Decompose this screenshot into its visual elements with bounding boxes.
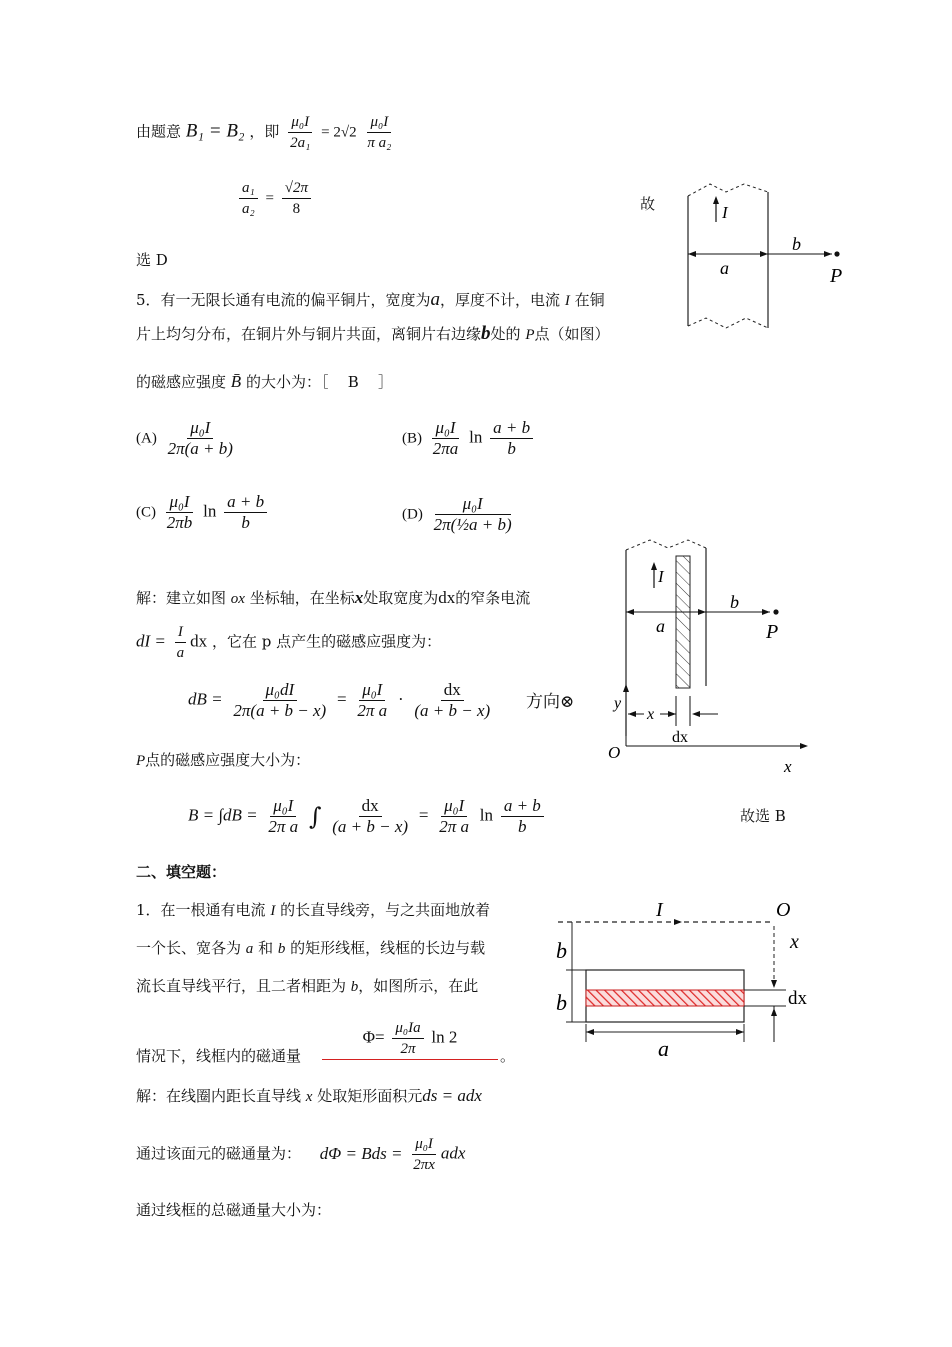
frac-option-b-log (490, 418, 533, 459)
frac-option-c-log (224, 492, 267, 533)
numerator: μ₀I (441, 796, 467, 817)
y-arrowhead (623, 684, 629, 692)
denominator: 2a₁ (290, 135, 311, 151)
text: 通过该面元的磁通量为： (136, 1144, 302, 1163)
intro-line (136, 112, 397, 153)
frac-option-a (165, 418, 236, 459)
a-arrow-left (586, 1029, 594, 1035)
figure-copper-strip-1 (680, 178, 850, 338)
x-arrowhead (800, 743, 808, 749)
math-p: P (525, 327, 535, 343)
denominator: b (518, 817, 527, 836)
q5-line-3 (136, 372, 393, 392)
math-dx: dx (438, 588, 456, 607)
denominator: a (176, 645, 185, 661)
text: 由题意 (136, 122, 182, 141)
label-i: I (722, 203, 728, 222)
text: ，厚度不计，电流 (440, 291, 561, 309)
denominator: π a₂ (367, 135, 392, 151)
math-b: b (350, 979, 359, 995)
option-c (136, 492, 270, 533)
text: 流长直导线平行，且二者相距为 (136, 977, 347, 995)
current-arrowhead (651, 562, 657, 570)
text: 解：在线圈内距长直导线 (136, 1087, 302, 1105)
denominator: 2π(a + b − x) (233, 701, 327, 720)
figure-rect-loop (548, 892, 828, 1064)
ln: ln (479, 805, 494, 825)
text: ，即 (249, 122, 280, 141)
option-label: (D) (402, 506, 423, 523)
label-i: I (658, 567, 664, 586)
frac-b1 (287, 112, 313, 153)
numerator: √2π (282, 178, 311, 199)
flux-answer (322, 1018, 498, 1060)
label-a: a (656, 616, 665, 636)
math-adx: adx (440, 1143, 466, 1163)
text: ，如图所示，在此 (358, 977, 479, 995)
frac-int-4 (501, 796, 544, 837)
label-x: x (790, 931, 799, 953)
answer-b-final: 故选 B (740, 807, 786, 825)
numerator: μ₀I (187, 418, 213, 439)
sol5-line-2 (136, 622, 441, 663)
label-p: P (830, 265, 843, 287)
numerator: μ₀I (432, 418, 458, 439)
dx-arrowhead (771, 1008, 777, 1016)
frac-dphi (410, 1134, 438, 1175)
option-label: (C) (136, 504, 156, 521)
denominator: a₂ (242, 201, 255, 217)
ln: ln (469, 427, 483, 447)
f1-sol-line-3: 通过线框的总磁通量大小为： (136, 1201, 332, 1219)
math-db-eq: dB = (188, 689, 223, 709)
f1-sol-line-2 (136, 1134, 465, 1175)
narrow-strip (676, 556, 690, 688)
text: 在铜 (574, 291, 605, 309)
denominator: 2π a (439, 817, 470, 836)
text: 的窄条电流 (455, 589, 531, 607)
text: 和 (258, 939, 274, 957)
numerator: μ₀I (270, 796, 296, 817)
frac-int-2 (329, 796, 411, 837)
math-dx: dx (190, 631, 208, 651)
db-equation (188, 680, 496, 721)
text: 处取宽度为 (363, 589, 439, 607)
label-b: b (730, 592, 739, 612)
numerator: I (175, 622, 186, 643)
denominator: 2π a (357, 701, 388, 720)
numerator: a + b (490, 418, 533, 439)
frac-db-1 (230, 680, 329, 721)
label-x-axis: x (784, 757, 792, 776)
math-x: x (305, 1089, 313, 1105)
label-dx: dx (672, 729, 688, 746)
numerator: μ₀I (367, 112, 391, 133)
f1-line-1 (136, 900, 490, 921)
ln: ln (203, 501, 217, 521)
math-dphi-eq: dΦ = Bds = (319, 1143, 403, 1163)
x-dim-arrow-left (628, 711, 636, 717)
frac-sqrt2pi-8 (282, 178, 311, 219)
text: 坐标轴，在坐标 (249, 589, 355, 607)
option-a (136, 418, 239, 459)
math-phi-eq: Φ= (362, 1027, 385, 1047)
area-element (586, 990, 744, 1006)
denominator: 2πx (413, 1157, 435, 1173)
text: 的矩形线框，线框的长边与载 (290, 939, 486, 957)
math-x: x (354, 588, 364, 607)
strip-edges (626, 548, 706, 736)
numerator: μ₀Ia (392, 1018, 423, 1039)
math-eq: = (337, 689, 347, 709)
label-i: I (656, 899, 663, 921)
q5-line-2 (136, 324, 610, 345)
answer-b: B (347, 373, 359, 391)
q5-line-1 (136, 290, 605, 311)
frac-flux (392, 1018, 423, 1059)
current-arrowhead (713, 196, 719, 204)
math-ln2: ln 2 (431, 1027, 458, 1047)
frac-db-2 (354, 680, 390, 721)
text: 一个长、宽各为 (136, 939, 242, 957)
denominator: 8 (292, 201, 301, 217)
label-o: O (608, 743, 621, 762)
label-y: y (614, 695, 622, 712)
sol5-line-1 (136, 588, 530, 609)
period: 。 (500, 1047, 516, 1065)
text: 点的磁感应强度大小为： (145, 751, 311, 769)
a-arrow-right (736, 1029, 744, 1035)
math-a: a (430, 289, 441, 310)
text-therefore: 故 (640, 195, 656, 213)
text: ，它在 p 点产生的磁感应强度为： (211, 632, 442, 651)
f1-line-2 (136, 938, 485, 959)
arrowhead-mid (760, 251, 768, 257)
denominator: 2π(a + b) (167, 439, 233, 458)
text: 处取矩形面积元 (317, 1087, 423, 1105)
math-i: I (564, 293, 570, 309)
frac-option-d (431, 494, 515, 535)
ratio-line (236, 178, 314, 219)
frac-option-b (430, 418, 462, 459)
label-b-top: b (556, 938, 567, 963)
numerator: a₁ (239, 178, 258, 199)
text: 的大小为：［ (245, 373, 329, 391)
current-arrowhead (674, 919, 682, 925)
f1-sol-line-1 (136, 1086, 482, 1107)
numerator: μ₀I (359, 680, 385, 701)
strip-top-break (626, 540, 706, 550)
math-eq: = 2√2 (321, 124, 357, 141)
numerator: μ₀I (435, 494, 511, 515)
denominator: 2πb (166, 513, 193, 532)
text: 片上均匀分布，在铜片外与铜片共面，离铜片右边缘 (136, 325, 482, 343)
math-b-int: B = ∫dB = (188, 805, 258, 825)
denominator: b (241, 513, 250, 532)
numerator: a + b (501, 796, 544, 817)
option-b (402, 418, 536, 459)
label-x-dim: x (647, 706, 655, 723)
frac-int-3 (436, 796, 472, 837)
math-b-vector: B̄ (230, 372, 242, 391)
arrowhead-left (688, 251, 696, 257)
text: 1．在一根通有电流 (136, 901, 266, 919)
dx-arrowhead (692, 711, 700, 717)
numerator: a + b (224, 492, 267, 513)
frac-b2 (364, 112, 394, 153)
arrowhead-right (824, 251, 832, 257)
figure-copper-strip-2 (606, 536, 836, 786)
denominator: 2π a (268, 817, 299, 836)
denominator: 2πa (432, 439, 459, 458)
label-o: O (776, 899, 791, 921)
math-dot: · (397, 689, 404, 709)
strip-top-break (688, 184, 768, 196)
denominator: b (507, 439, 516, 458)
text: 解：建立如图 (136, 589, 227, 607)
math-ox: ox (230, 591, 245, 607)
text: 处的 (490, 325, 521, 343)
text: 的长直导线旁，与之共面地放着 (280, 901, 491, 919)
point-p (834, 251, 839, 256)
option-label: (B) (402, 430, 422, 447)
numerator: μ₀I (412, 1134, 436, 1155)
b-integral-equation: B = ∫dB = $\frac{\text{μ₀I}}{\text{2π a}}$ ∫ $\frac{dx}{(a + b - x)}$ = $\frac{\text{μ₀I}}{\text{2π a}}$ ln $\frac{a + b}{b}$ (188, 796, 547, 837)
arrowhead-left (626, 609, 634, 615)
text: 5．有一无限长通有电流的偏平铜片，宽度为 (136, 291, 431, 309)
numerator: dx (359, 796, 382, 817)
arrowhead-right (762, 609, 770, 615)
numerator: dx (441, 680, 464, 701)
label-a: a (720, 258, 729, 278)
math-b1-eq-b2: B₁ = B₂ (185, 120, 245, 142)
x-axis-arrowhead (771, 980, 777, 988)
point-p (773, 609, 778, 614)
denominator: (a + b − x) (414, 701, 491, 720)
denominator: (a + b − x) (332, 817, 409, 836)
numerator: μ₀I (288, 112, 312, 133)
f1-line-3 (136, 976, 478, 997)
label-dx: dx (788, 988, 807, 1009)
frac-i-over-a (174, 622, 188, 663)
math-a: a (245, 941, 254, 957)
f1-line-4: 情况下，线框内的磁通量 (136, 1047, 302, 1065)
denominator: 2π (400, 1041, 416, 1057)
numerator: μ₀dI (263, 680, 298, 701)
frac-db-3 (411, 680, 493, 721)
option-d (402, 494, 518, 535)
numerator: μ₀I (166, 492, 192, 513)
frac-a1-a2 (239, 178, 258, 219)
label-p: P (766, 621, 779, 643)
label-b: b (792, 234, 801, 254)
frac-int-1 (265, 796, 301, 837)
math-ds-eq: ds = adx (422, 1086, 482, 1105)
label-a: a (658, 1036, 669, 1061)
math-b: b (481, 323, 491, 344)
math-di-eq: dI = (136, 631, 166, 651)
arrowhead-mid (698, 609, 706, 615)
math-i: I (270, 903, 276, 919)
p-field-line (136, 750, 310, 771)
direction-label: 方向⊗ (526, 692, 575, 712)
x-dim-arrow-right (668, 711, 676, 717)
frac-option-c (164, 492, 196, 533)
strip-bottom-break (688, 318, 768, 328)
answer-d: 选 D (136, 251, 168, 269)
math-p: P (136, 753, 146, 769)
math-eq: = (265, 190, 274, 207)
math-eq: = (418, 805, 429, 825)
text: 的磁感应强度 (136, 373, 227, 391)
label-b-bottom: b (556, 990, 567, 1015)
text: 点（如图） (534, 325, 610, 343)
option-label: (A) (136, 430, 157, 447)
denominator: 2π(½a + b) (433, 515, 512, 534)
text: ］ (378, 373, 394, 391)
math-b: b (277, 941, 286, 957)
section-title: 二、填空题： (136, 863, 227, 881)
